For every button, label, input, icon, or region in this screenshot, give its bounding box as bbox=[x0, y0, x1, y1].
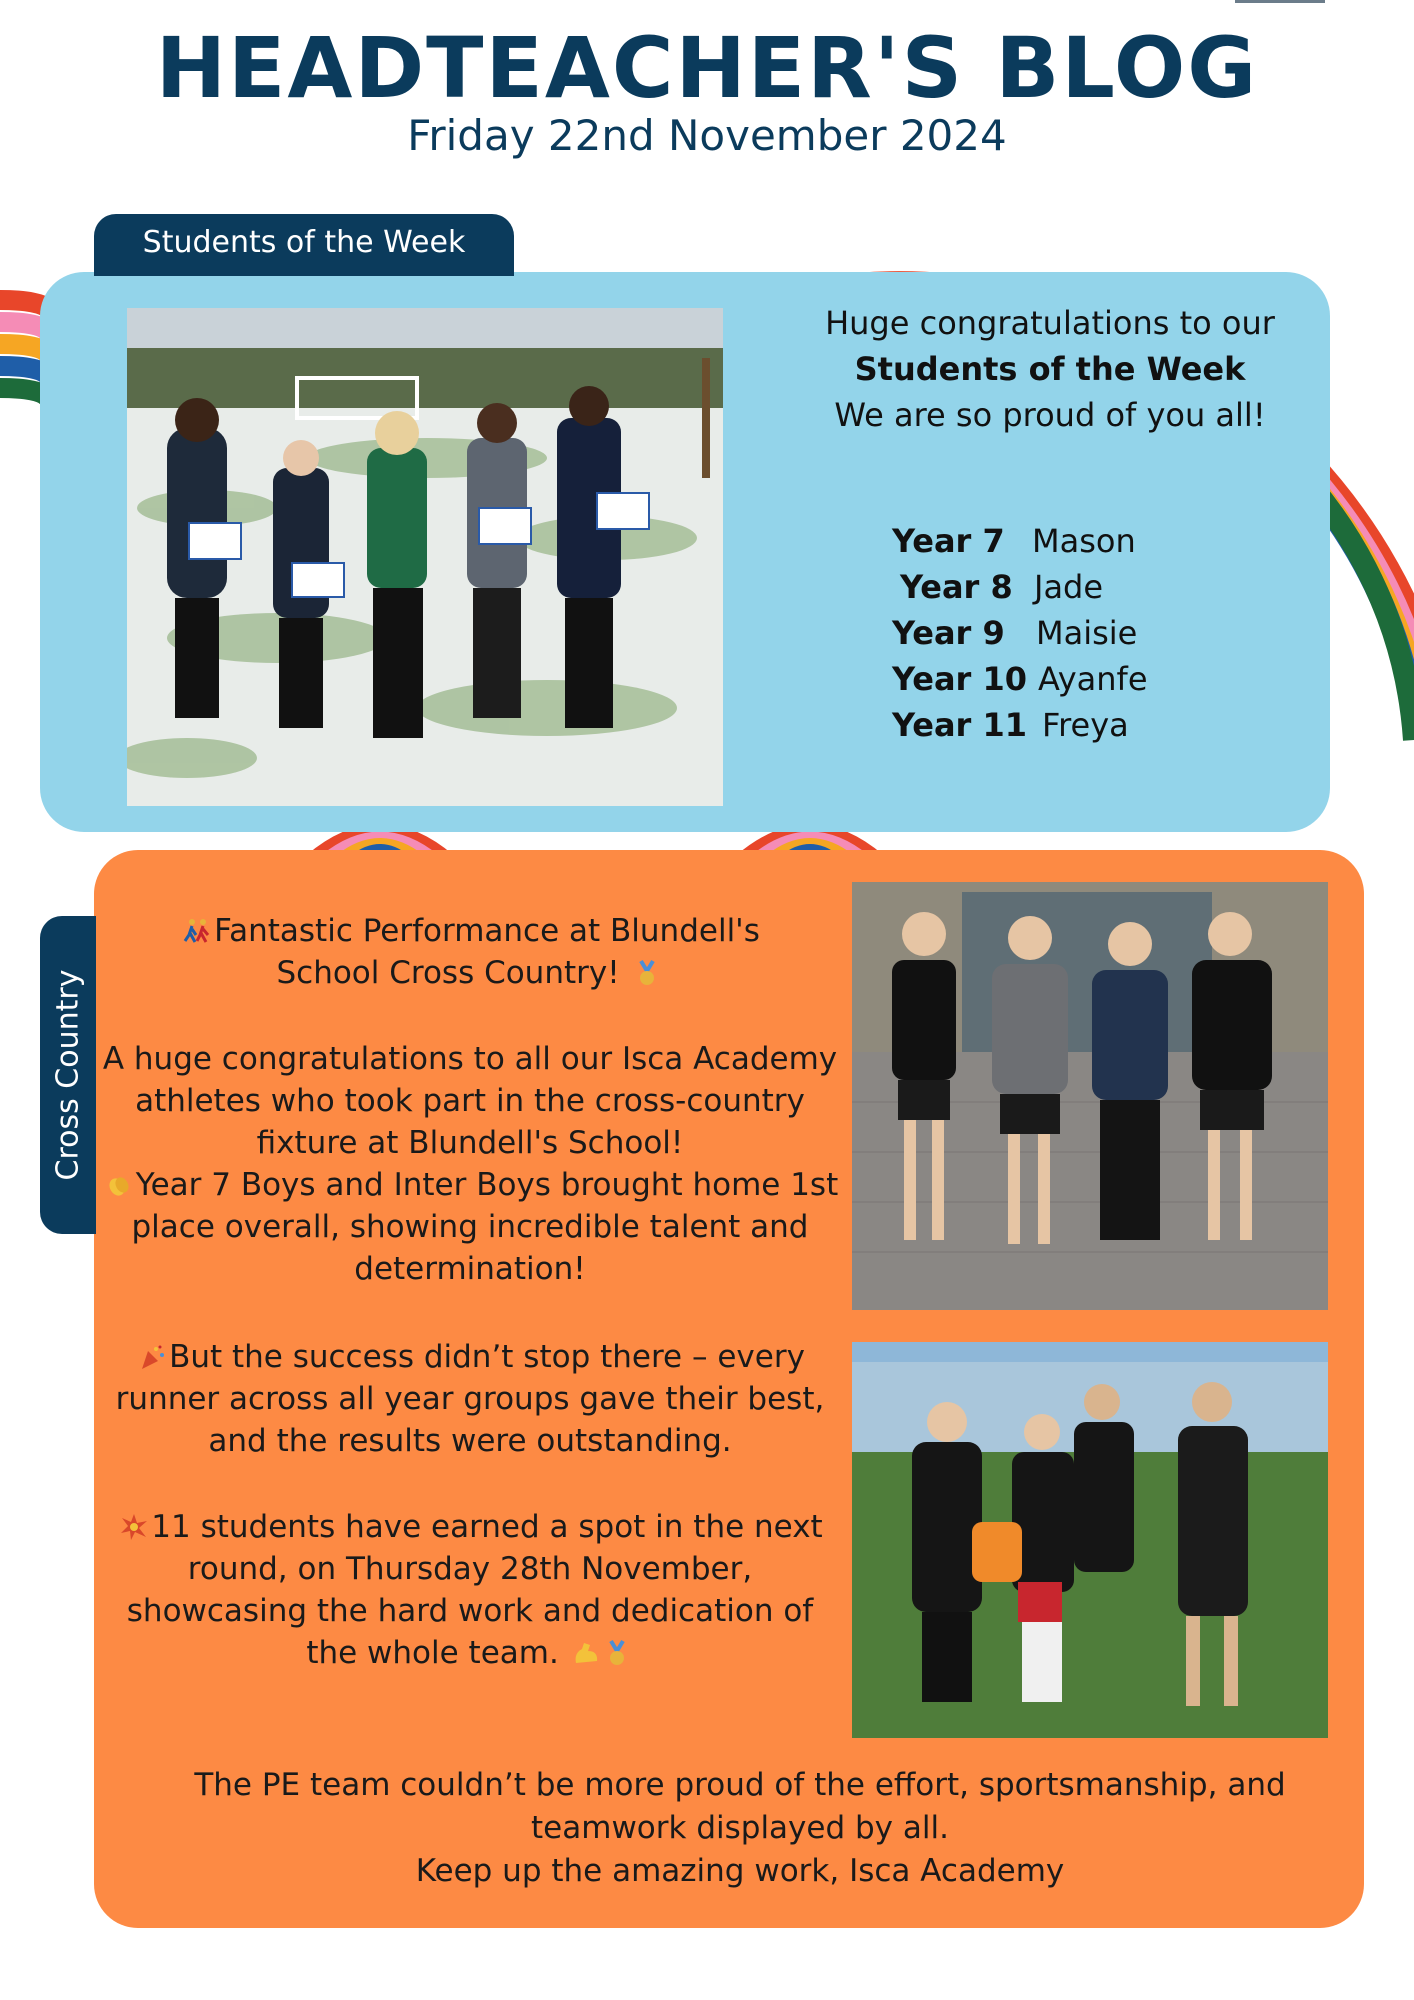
cc-results-paragraph bbox=[100, 1164, 840, 1290]
winner-name: Freya bbox=[1042, 706, 1129, 744]
winner-row bbox=[892, 522, 1136, 568]
winner-row bbox=[892, 706, 1129, 752]
explosion-icon bbox=[120, 1513, 148, 1541]
winner-row bbox=[892, 614, 1137, 660]
winner-year: Year 9 bbox=[892, 614, 1005, 652]
winner-year: Year 7 bbox=[892, 522, 1005, 560]
sotw-heading: Students of the Week bbox=[854, 350, 1246, 388]
cc-closing-signoff: Keep up the amazing work, Isca Academy bbox=[415, 1853, 1065, 1889]
party-popper-icon bbox=[138, 1343, 166, 1371]
page-title: HEADTEACHER'S BLOG bbox=[155, 19, 1259, 117]
cc-closing-paragraph: The PE team couldn’t be more proud of the effort, sportsmanship, and teamwork displayed by all. bbox=[194, 1767, 1286, 1846]
cc-headline-line2: School Cross Country! bbox=[276, 955, 620, 991]
clapping-icon bbox=[105, 1171, 133, 1199]
cc-success-paragraph bbox=[100, 1336, 840, 1462]
students-of-week-tab: Students of the Week bbox=[94, 214, 514, 276]
cc-next-round-text: 11 students have earned a spot in the next round, on Thursday 28th November, showcasing the hard work and dedication of the whole team. bbox=[126, 1509, 823, 1671]
cc-success-text: But the success didn’t stop there – every runner across all year groups gave their best, and the results were outstanding. bbox=[115, 1339, 825, 1459]
cc-headline bbox=[100, 910, 840, 994]
winner-name: Ayanfe bbox=[1038, 660, 1148, 698]
blog-date: Friday 22nd November 2024 bbox=[407, 111, 1007, 160]
cross-country-tab bbox=[40, 916, 96, 1234]
cross-country-photo-top bbox=[852, 882, 1328, 1310]
winner-name: Maisie bbox=[1036, 614, 1138, 652]
sotw-proud-line: We are so proud of you all! bbox=[834, 396, 1266, 434]
cross-country-photo-bottom bbox=[852, 1342, 1328, 1738]
runners-icon bbox=[183, 917, 211, 945]
medal-icon bbox=[633, 959, 661, 987]
winner-year: Year 8 bbox=[900, 568, 1013, 606]
sotw-intro-line: Huge congratulations to our bbox=[825, 304, 1275, 342]
cc-congrats-paragraph: A huge congratulations to all our Isca Academy athletes who took part in the cross-country fixture at Blundell's School! bbox=[102, 1041, 838, 1161]
winner-row bbox=[900, 568, 1103, 614]
cc-results-text: Year 7 Boys and Inter Boys brought home 1st place overall, showing incredible talent and determination! bbox=[131, 1167, 839, 1287]
winner-year: Year 10 bbox=[892, 660, 1027, 698]
students-of-week-photo bbox=[127, 308, 723, 806]
flexed-biceps-icon bbox=[572, 1639, 600, 1667]
winner-name: Jade bbox=[1034, 568, 1104, 606]
winner-year: Year 11 bbox=[892, 706, 1027, 744]
cc-next-round-paragraph bbox=[100, 1506, 840, 1674]
cc-headline-line1: Fantastic Performance at Blundell's bbox=[214, 913, 760, 949]
winner-row bbox=[892, 660, 1148, 706]
cross-country-tab-label: Cross Country bbox=[50, 969, 86, 1181]
winner-name: Mason bbox=[1032, 522, 1136, 560]
medal-icon bbox=[603, 1639, 631, 1667]
